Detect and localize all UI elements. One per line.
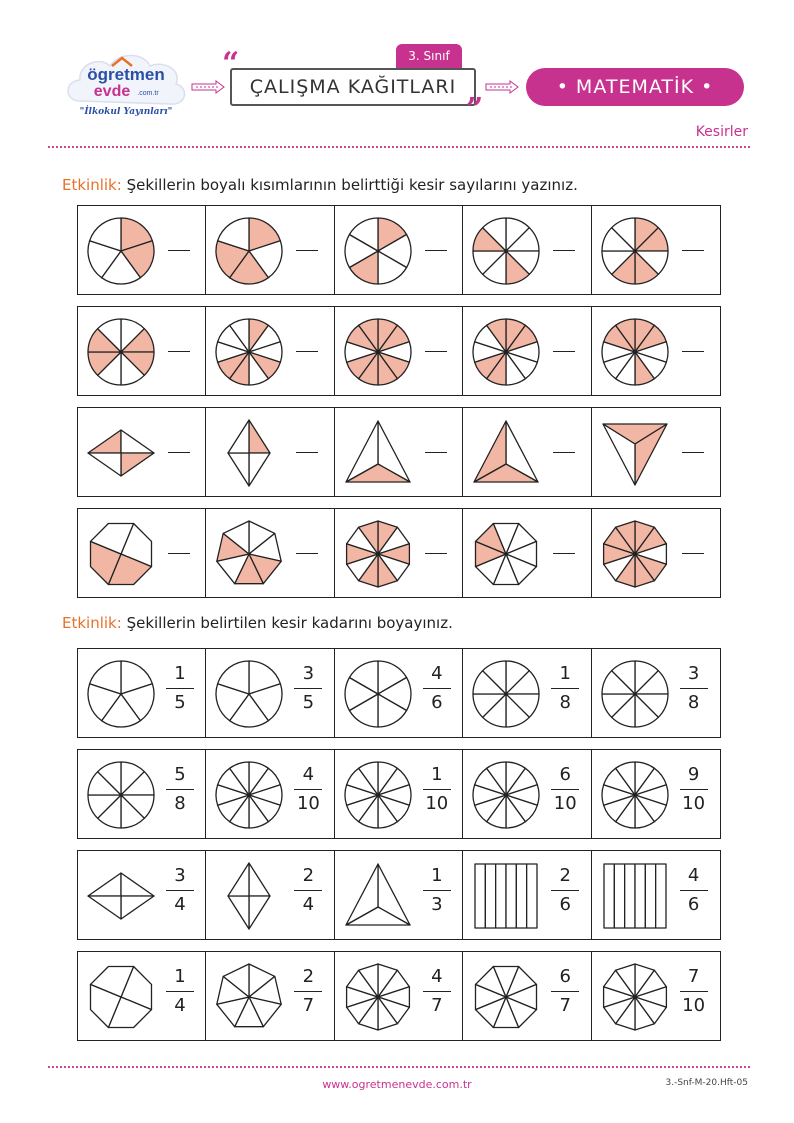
shape-cell[interactable] — [78, 750, 206, 838]
fraction-bar — [294, 789, 322, 790]
answer-blank[interactable] — [168, 452, 190, 453]
fraction-denominator: 6 — [431, 692, 443, 713]
circle-shape — [471, 760, 541, 830]
shape-row — [77, 306, 721, 396]
fraction-denominator: 7 — [431, 995, 443, 1016]
circle-shape — [86, 659, 156, 729]
diamond-v-shape — [214, 861, 284, 931]
fraction — [423, 663, 451, 714]
strip — [604, 864, 614, 928]
answer-blank[interactable] — [168, 351, 190, 352]
shape-cell[interactable] — [335, 952, 463, 1040]
fraction-bar — [551, 789, 579, 790]
heptagon-shape — [214, 962, 284, 1032]
fraction-numerator: 9 — [687, 764, 700, 785]
shape-cell[interactable] — [463, 750, 591, 838]
circle-shape — [600, 216, 670, 286]
part — [228, 863, 249, 896]
fraction-numerator: 7 — [687, 966, 700, 987]
octagon-shape — [86, 519, 156, 589]
answer-blank[interactable] — [168, 553, 190, 554]
fraction-numerator: 4 — [431, 966, 443, 987]
fraction — [166, 966, 194, 1017]
shape-cell[interactable] — [592, 750, 720, 838]
part — [88, 896, 121, 919]
fraction-bar — [166, 688, 194, 689]
part — [228, 896, 249, 929]
circle-shape — [214, 760, 284, 830]
fraction-bar — [423, 991, 451, 992]
part — [88, 430, 121, 453]
shape-cell[interactable] — [463, 206, 591, 294]
shape-cell[interactable] — [463, 509, 591, 597]
fraction-denominator: 4 — [302, 894, 315, 915]
answer-blank[interactable] — [553, 452, 575, 453]
circle-shape — [343, 659, 413, 729]
fraction — [423, 966, 451, 1017]
shape-cell[interactable] — [78, 851, 206, 939]
rect-shape — [600, 861, 670, 931]
part — [121, 430, 154, 453]
shape-cell[interactable] — [206, 851, 334, 939]
fraction — [423, 764, 451, 815]
fraction-bar — [423, 789, 451, 790]
shape-row — [77, 508, 721, 598]
footer-code: 3.-Snf-M-20.Hft-05 — [665, 1078, 748, 1088]
part — [121, 896, 154, 919]
strip — [527, 864, 537, 928]
fraction-bar — [551, 991, 579, 992]
decagon-shape — [600, 962, 670, 1032]
arrow-right-icon — [190, 80, 226, 94]
fraction-denominator: 10 — [425, 793, 449, 814]
answer-blank[interactable] — [296, 452, 318, 453]
circle-shape — [343, 216, 413, 286]
decagon-shape — [343, 962, 413, 1032]
fraction — [166, 663, 194, 714]
logo-tagline: "İlkokul Yayınları" — [79, 107, 173, 117]
shape-cell[interactable] — [335, 750, 463, 838]
triangle-shape — [343, 418, 413, 488]
answer-blank[interactable] — [296, 250, 318, 251]
answer-blank[interactable] — [425, 351, 447, 352]
shape-cell[interactable] — [206, 952, 334, 1040]
arrow-right-icon — [484, 80, 520, 94]
fraction — [294, 966, 322, 1017]
circle-shape — [86, 760, 156, 830]
triangle-shape — [343, 861, 413, 931]
shape-cell[interactable] — [592, 851, 720, 939]
circle-shape — [600, 317, 670, 387]
activity-2-label: Etkinlik: — [62, 614, 122, 632]
fraction-denominator: 4 — [174, 894, 186, 915]
shape-cell[interactable] — [206, 206, 334, 294]
strip — [496, 864, 506, 928]
fraction-numerator: 1 — [431, 764, 443, 785]
fraction — [423, 865, 451, 916]
fraction-denominator: 10 — [553, 793, 577, 814]
fraction — [680, 764, 708, 815]
shape-cell[interactable] — [335, 307, 463, 395]
answer-blank[interactable] — [425, 250, 447, 251]
shape-row — [77, 749, 721, 839]
shape-cell[interactable] — [335, 206, 463, 294]
shape-cell[interactable] — [78, 307, 206, 395]
part — [249, 896, 270, 929]
fraction-denominator: 8 — [559, 692, 571, 713]
footer-url[interactable]: www.ogretmenevde.com.tr — [322, 1078, 472, 1091]
fraction-numerator: 6 — [559, 764, 571, 785]
shape-row — [77, 850, 721, 940]
strip — [517, 864, 527, 928]
part — [228, 420, 249, 453]
logo-text-evde: evde — [93, 83, 131, 100]
shape-cell[interactable] — [592, 509, 720, 597]
circle-shape — [214, 659, 284, 729]
fraction-bar — [294, 688, 322, 689]
circle-shape — [214, 317, 284, 387]
fraction-numerator: 4 — [687, 865, 700, 886]
answer-blank[interactable] — [682, 452, 704, 453]
fraction-denominator: 10 — [682, 995, 706, 1016]
shape-cell[interactable] — [592, 408, 720, 496]
answer-blank[interactable] — [425, 452, 447, 453]
fraction — [680, 865, 708, 916]
fraction — [680, 966, 708, 1017]
shape-cell[interactable] — [206, 750, 334, 838]
answer-blank[interactable] — [553, 553, 575, 554]
part — [121, 453, 154, 476]
answer-blank[interactable] — [296, 351, 318, 352]
shape-row — [77, 951, 721, 1041]
shape-cell[interactable] — [335, 509, 463, 597]
answer-blank[interactable] — [553, 250, 575, 251]
fraction-bar — [166, 991, 194, 992]
fraction-bar — [680, 991, 708, 992]
answer-blank[interactable] — [296, 553, 318, 554]
fraction — [294, 663, 322, 714]
fraction-bar — [423, 688, 451, 689]
shape-cell[interactable] — [463, 952, 591, 1040]
fraction-numerator: 4 — [302, 764, 315, 785]
header-divider — [48, 146, 750, 148]
fraction-numerator: 1 — [559, 663, 571, 684]
fraction-denominator: 5 — [302, 692, 315, 713]
activity-1-text: Şekillerin boyalı kısımlarının belirttiği kesir sayılarını yazınız. — [121, 176, 578, 194]
fraction-denominator: 10 — [682, 793, 706, 814]
answer-blank[interactable] — [682, 553, 704, 554]
heptagon-shape — [214, 519, 284, 589]
fraction-numerator: 4 — [431, 663, 443, 684]
fraction-numerator: 3 — [687, 663, 700, 684]
grade-tab: 3. Sınıf — [396, 44, 462, 68]
activity-2-heading — [62, 614, 453, 632]
circle-shape — [214, 216, 284, 286]
strip — [475, 864, 485, 928]
fraction-numerator: 1 — [174, 663, 186, 684]
fraction-bar — [294, 890, 322, 891]
part — [88, 453, 121, 476]
part — [249, 863, 270, 896]
octagon8-shape — [471, 962, 541, 1032]
fraction — [294, 865, 322, 916]
circle-shape — [600, 760, 670, 830]
triangle-shape — [471, 418, 541, 488]
shape-cell[interactable] — [592, 307, 720, 395]
shape-cell[interactable] — [592, 649, 720, 737]
shape-cell[interactable] — [78, 649, 206, 737]
shape-cell[interactable] — [206, 307, 334, 395]
fraction — [551, 663, 579, 714]
fraction-numerator: 2 — [302, 865, 315, 886]
shape-cell[interactable] — [206, 649, 334, 737]
fraction-bar — [551, 890, 579, 891]
part — [88, 873, 121, 896]
shape-cell[interactable] — [335, 408, 463, 496]
rect-shape — [471, 861, 541, 931]
strip — [624, 864, 634, 928]
circle-shape — [471, 216, 541, 286]
fraction-denominator: 4 — [174, 995, 186, 1016]
part — [121, 873, 154, 896]
shape-cell[interactable] — [463, 649, 591, 737]
part — [249, 453, 270, 486]
fraction-bar — [423, 890, 451, 891]
fraction-numerator: 1 — [174, 966, 186, 987]
fraction-numerator: 2 — [302, 966, 315, 987]
shape-cell[interactable] — [78, 408, 206, 496]
fraction — [680, 663, 708, 714]
close-quote-icon: ” — [466, 92, 484, 127]
shape-cell[interactable] — [463, 408, 591, 496]
topic-label: Kesirler — [695, 124, 748, 140]
answer-blank[interactable] — [425, 553, 447, 554]
part — [228, 453, 249, 486]
activity-1-label: Etkinlik: — [62, 176, 122, 194]
fraction — [551, 764, 579, 815]
fraction-denominator: 6 — [559, 894, 571, 915]
activity-2-text: Şekillerin belirtilen kesir kadarını boyayınız. — [121, 614, 453, 632]
shape-cell[interactable] — [463, 851, 591, 939]
fraction-denominator: 7 — [559, 995, 571, 1016]
diamond-h-shape — [86, 418, 156, 488]
fraction-bar — [680, 890, 708, 891]
strip — [614, 864, 624, 928]
open-quote-icon: “ — [222, 46, 240, 81]
logo-domain: .com.tr — [137, 90, 159, 97]
fraction-denominator: 8 — [687, 692, 700, 713]
octagon-shape — [86, 962, 156, 1032]
fraction-denominator: 10 — [296, 793, 320, 814]
shape-cell[interactable] — [592, 206, 720, 294]
fraction-numerator: 5 — [174, 764, 186, 785]
shape-cell[interactable] — [206, 509, 334, 597]
shape-row — [77, 205, 721, 295]
fraction-denominator: 3 — [431, 894, 443, 915]
decagon-shape — [343, 519, 413, 589]
answer-blank[interactable] — [682, 351, 704, 352]
answer-blank[interactable] — [682, 250, 704, 251]
circle-shape — [471, 317, 541, 387]
shape-row — [77, 407, 721, 497]
fraction-bar — [680, 789, 708, 790]
fraction — [166, 865, 194, 916]
circle-shape — [343, 760, 413, 830]
fraction-numerator: 6 — [559, 966, 571, 987]
logo-text-main: ögretmen — [87, 65, 165, 84]
fraction-denominator: 6 — [687, 894, 700, 915]
fraction — [294, 764, 322, 815]
circle-shape — [86, 317, 156, 387]
shape-cell[interactable] — [463, 307, 591, 395]
answer-blank[interactable] — [168, 250, 190, 251]
fraction-bar — [166, 789, 194, 790]
fraction — [551, 966, 579, 1017]
fraction — [166, 764, 194, 815]
shape-cell[interactable] — [335, 649, 463, 737]
answer-blank[interactable] — [553, 351, 575, 352]
fraction-bar — [166, 890, 194, 891]
subject-badge: • MATEMATİK • — [526, 68, 744, 106]
fraction-bar — [680, 688, 708, 689]
octagon8-shape — [471, 519, 541, 589]
fraction-numerator: 2 — [559, 865, 571, 886]
strip — [645, 864, 655, 928]
diamond-h-shape — [86, 861, 156, 931]
shape-cell[interactable] — [78, 206, 206, 294]
fraction-bar — [551, 688, 579, 689]
fraction-bar — [294, 991, 322, 992]
shape-cell[interactable] — [335, 851, 463, 939]
logo — [60, 46, 192, 126]
fraction-denominator: 5 — [174, 692, 186, 713]
shape-cell[interactable] — [206, 408, 334, 496]
logo-cloud-icon — [60, 46, 192, 126]
fraction-denominator: 8 — [174, 793, 186, 814]
triangle-down-shape — [600, 418, 670, 488]
footer-divider — [48, 1066, 750, 1068]
fraction-numerator: 3 — [174, 865, 186, 886]
strip — [506, 864, 516, 928]
strip — [655, 864, 665, 928]
shape-row — [77, 648, 721, 738]
fraction-numerator: 1 — [431, 865, 443, 886]
part — [249, 420, 270, 453]
decagon-shape — [600, 519, 670, 589]
circle-shape — [86, 216, 156, 286]
fraction — [551, 865, 579, 916]
fraction-numerator: 3 — [302, 663, 315, 684]
circle-shape — [471, 659, 541, 729]
page-title: ÇALIŞMA KAĞITLARI — [230, 68, 476, 106]
shape-cell[interactable] — [592, 952, 720, 1040]
shape-cell[interactable] — [78, 509, 206, 597]
circle-shape — [600, 659, 670, 729]
activity-1-heading — [62, 176, 578, 194]
strip — [635, 864, 645, 928]
strip — [486, 864, 496, 928]
fraction-denominator: 7 — [302, 995, 315, 1016]
diamond-v-shape — [214, 418, 284, 488]
circle-shape — [343, 317, 413, 387]
shape-cell[interactable] — [78, 952, 206, 1040]
